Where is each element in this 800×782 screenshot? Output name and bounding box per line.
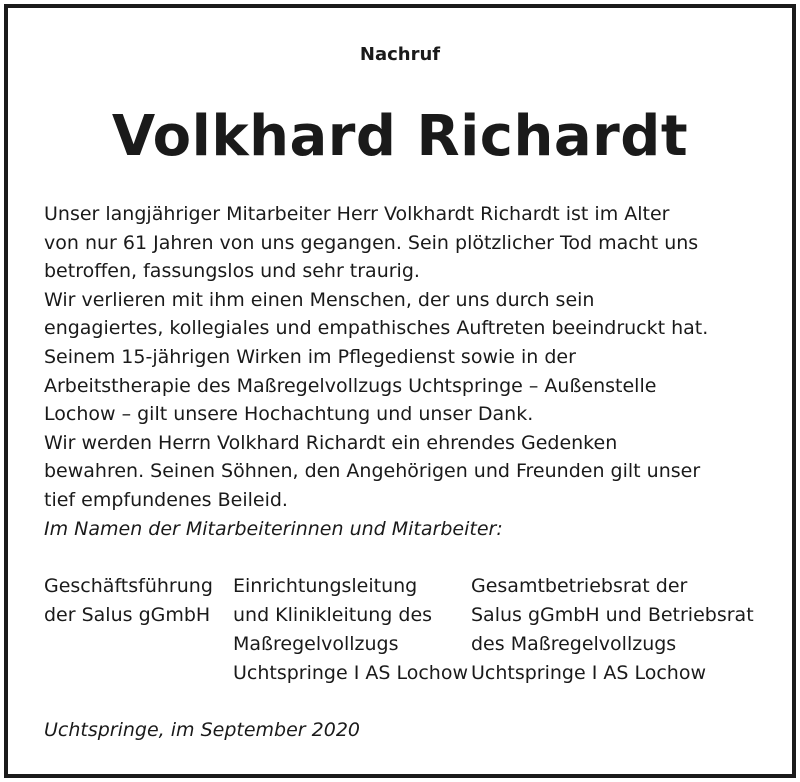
- body-line: bewahren. Seinen Söhnen, den Angehörigen und Freunden gilt unser: [44, 460, 701, 483]
- signatory-line: und Klinikleitung des: [233, 604, 433, 626]
- signatory-line: Geschäftsführung: [44, 575, 213, 597]
- body-line: betroffen, fassungslos und sehr traurig.: [44, 260, 420, 283]
- notice-heading: Nachruf: [359, 44, 441, 65]
- signatory-line: Einrichtungsleitung: [233, 575, 418, 597]
- body-line: engagiertes, kollegiales und empathisches Auftreten beeindruckt hat.: [44, 317, 709, 340]
- signatory-management: [44, 572, 213, 630]
- body-line: Unser langjähriger Mitarbeiter Herr Volkhardt Richardt ist im Alter: [44, 203, 670, 225]
- signatory-line: Uchtspringe I AS Lochow: [471, 662, 706, 684]
- signatory-works-council: [471, 572, 754, 688]
- notice-body: [44, 200, 764, 543]
- signatory-facility-management: [233, 572, 468, 688]
- signatory-line: Salus gGmbH und Betriebsrat: [471, 604, 754, 626]
- signatory-line: des Maßregelvollzugs: [471, 633, 677, 655]
- body-line: Wir verlieren mit ihm einen Menschen, der uns durch sein: [44, 288, 595, 311]
- body-line: Arbeitstherapie des Maßregelvollzugs Uchtspringe – Außenstelle: [44, 374, 657, 397]
- place-date: Uchtspringe, im September 2020: [44, 719, 361, 741]
- deceased-name: Volkhard Richardt: [111, 104, 689, 169]
- body-line: Wir werden Herrn Volkhard Richardt ein ehrendes Gedenken: [44, 431, 618, 454]
- signatory-line: Maßregelvollzugs: [233, 633, 399, 655]
- body-line: Seinem 15-jährigen Wirken im Pflegedienst sowie in der: [44, 345, 576, 368]
- body-line: Lochow – gilt unsere Hochachtung und unser Dank.: [44, 403, 534, 426]
- signatory-line: der Salus gGmbH: [44, 604, 211, 626]
- body-line: von nur 61 Jahren von uns gegangen. Sein plötzlicher Tod macht uns: [44, 231, 699, 254]
- signatory-line: Uchtspringe I AS Lochow: [233, 662, 468, 684]
- closing-line: Im Namen der Mitarbeiterinnen und Mitarbeiter:: [44, 517, 503, 540]
- body-line: tief empfundenes Beileid.: [44, 488, 288, 511]
- signatory-line: Gesamtbetriebsrat der: [471, 575, 688, 597]
